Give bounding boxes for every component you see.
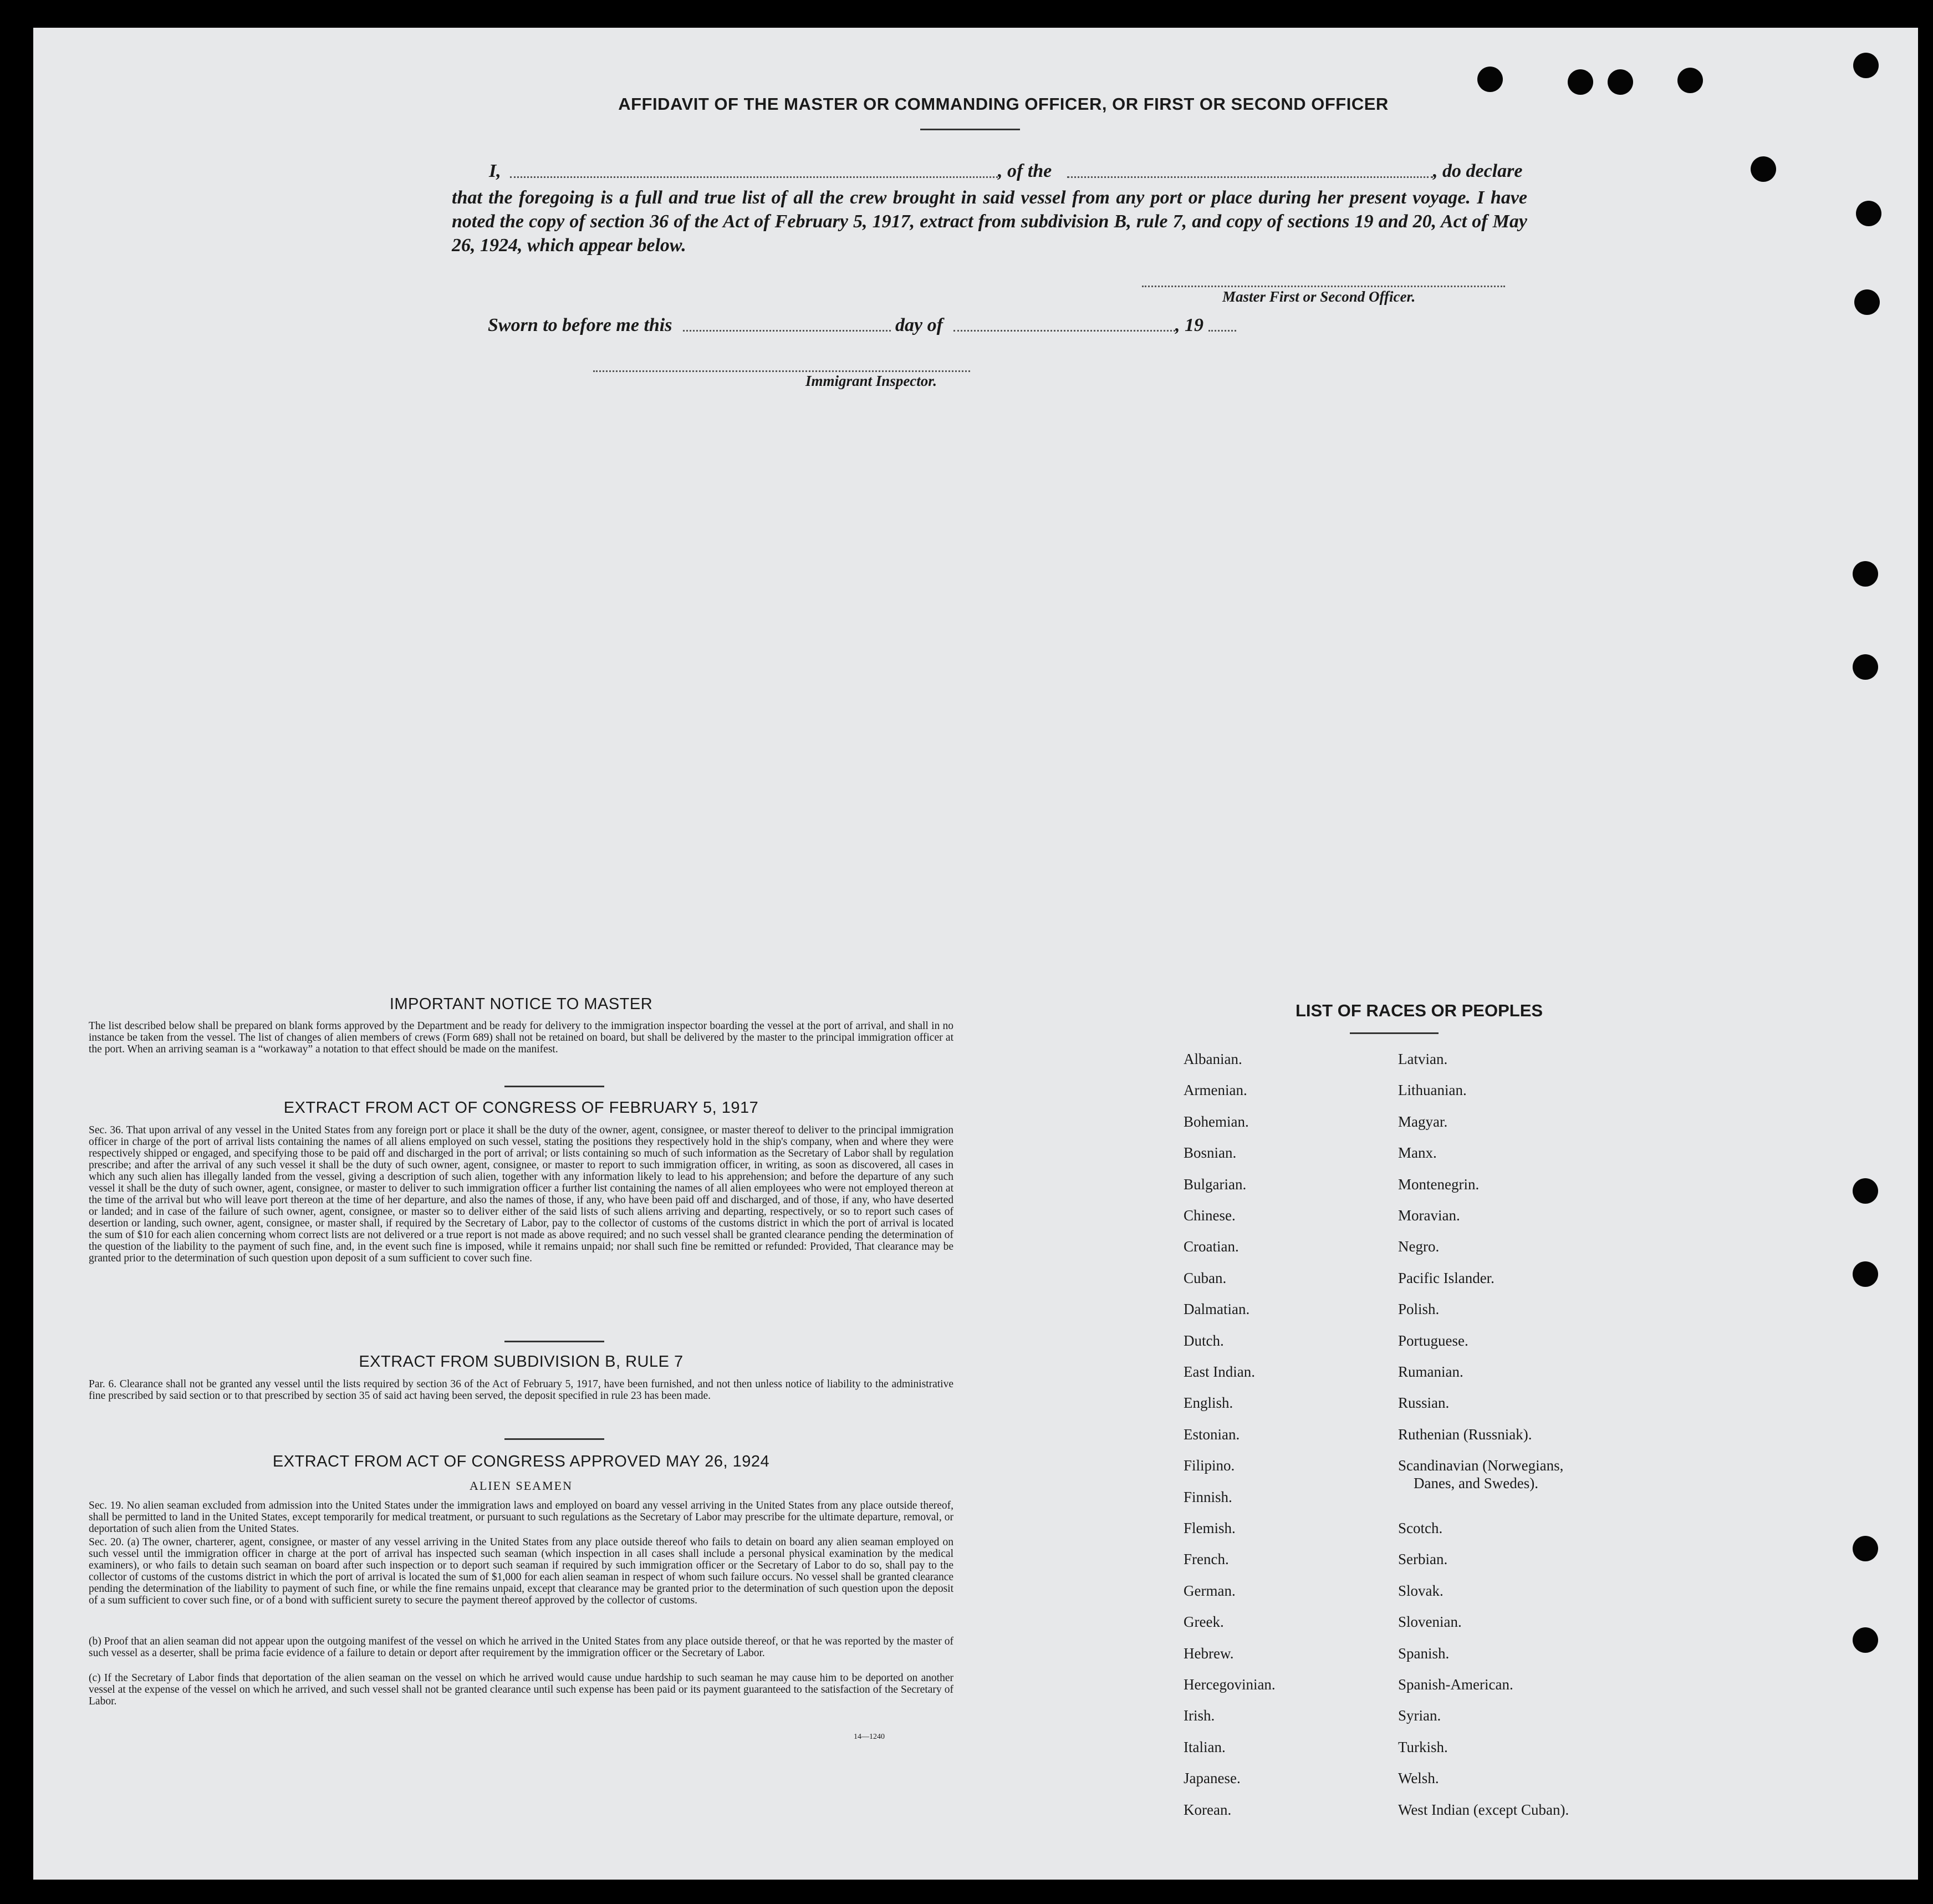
section-divider <box>504 1438 604 1440</box>
race-item: Latvian. <box>1398 1051 1448 1067</box>
race-item: Polish. <box>1398 1301 1440 1317</box>
punch-hole <box>1568 69 1593 95</box>
races-divider <box>1350 1032 1439 1034</box>
race-item: Estonian. <box>1184 1426 1240 1443</box>
race-item: Korean. <box>1184 1801 1232 1818</box>
extract-1924-subtitle: ALIEN SEAMEN <box>470 1479 573 1493</box>
race-item: Negro. <box>1398 1238 1440 1255</box>
race-item: Croatian. <box>1184 1238 1239 1255</box>
punch-hole <box>1854 289 1880 315</box>
race-item: Hercegovinian. <box>1184 1676 1276 1693</box>
race-item: Bosnian. <box>1184 1144 1237 1161</box>
race-item: Magyar. <box>1398 1113 1448 1130</box>
name-blank[interactable] <box>510 176 998 178</box>
notice-title: IMPORTANT NOTICE TO MASTER <box>389 995 653 1013</box>
punch-hole <box>1853 654 1878 680</box>
race-item: Danes, and Swedes). <box>1414 1475 1538 1491</box>
race-item: Hebrew. <box>1184 1645 1234 1662</box>
race-item: Moravian. <box>1398 1207 1460 1224</box>
race-item: Scandinavian (Norwegians, <box>1398 1457 1564 1474</box>
affidavit-paragraph: that the foregoing is a full and true list of all the crew brought in said vessel from any port or place during her present voyage. I have noted the copy of section 36 of the Act of February 5, 1917, extract from subdivision B, rule 7, and copy of sections 19 and 20, Act of May 26, 1924, which appear below. <box>452 187 1527 256</box>
extract-rule7-body: Par. 6. Clearance shall not be granted any vessel until the lists required by section 36 of the Act of February 5, 1917, have been furnished, and not then unless notice of liability to the administrative fine prescribed by said section or to that prescribed by section 35 of said act having been served, the deposit specified in rule 23 has been made. <box>89 1378 953 1402</box>
races-title: LIST OF RACES OR PEOPLES <box>1295 1001 1543 1020</box>
affidavit-line-i: I, <box>489 161 501 181</box>
sworn-year-blank[interactable] <box>1208 330 1236 332</box>
inspector-signature-blank[interactable] <box>593 370 970 372</box>
sworn-day-blank[interactable] <box>683 330 891 332</box>
race-item: Portuguese. <box>1398 1332 1468 1349</box>
race-item: Montenegrin. <box>1398 1176 1480 1193</box>
race-item: Rumanian. <box>1398 1363 1463 1380</box>
race-item: Pacific Islander. <box>1398 1270 1495 1286</box>
form-number: 14—1240 <box>854 1733 885 1741</box>
race-item: Finnish. <box>1184 1489 1232 1505</box>
race-item: Albanian. <box>1184 1051 1242 1067</box>
race-item: Dalmatian. <box>1184 1301 1250 1317</box>
extract-1924-sec20b: (b) Proof that an alien seaman did not appear upon the outgoing manifest of the vessel on which he arrived in the United States from any place outside thereof, or that he was reported by the master of such vessel as a deserter, shall be prima facie evidence of a failure to detain or deport after requirement by the immigration officer or the Secretary of Labor. <box>89 1636 953 1659</box>
punch-hole <box>1853 1178 1878 1204</box>
race-item: West Indian (except Cuban). <box>1398 1801 1569 1818</box>
document-page <box>33 28 1918 1880</box>
race-item: Serbian. <box>1398 1551 1448 1567</box>
race-item: Italian. <box>1184 1739 1226 1755</box>
race-item: Chinese. <box>1184 1207 1236 1224</box>
punch-hole <box>1477 67 1503 92</box>
extract-rule7-title: EXTRACT FROM SUBDIVISION B, RULE 7 <box>359 1353 684 1371</box>
race-item: Flemish. <box>1184 1520 1236 1536</box>
race-item: Spanish-American. <box>1398 1676 1513 1693</box>
race-item: Ruthenian (Russniak). <box>1398 1426 1532 1443</box>
race-item: Slovenian. <box>1398 1613 1462 1630</box>
title-divider <box>920 129 1020 130</box>
punch-hole <box>1751 156 1776 182</box>
race-item: Armenian. <box>1184 1082 1247 1098</box>
race-item: German. <box>1184 1582 1236 1599</box>
race-item: Lithuanian. <box>1398 1082 1467 1098</box>
race-item: Syrian. <box>1398 1707 1441 1724</box>
race-item: Turkish. <box>1398 1739 1448 1755</box>
punch-hole <box>1853 1627 1878 1653</box>
race-item: English. <box>1184 1394 1233 1411</box>
race-item: Scotch. <box>1398 1520 1443 1536</box>
race-item: Slovak. <box>1398 1582 1444 1599</box>
sworn-year: , 19 <box>1175 315 1203 335</box>
race-item: Japanese. <box>1184 1770 1241 1786</box>
affidavit-line-of-the: , of the <box>998 161 1052 181</box>
punch-hole <box>1853 1261 1878 1287</box>
race-item: Manx. <box>1398 1144 1437 1161</box>
race-item: East Indian. <box>1184 1363 1255 1380</box>
punch-hole <box>1608 69 1633 95</box>
punch-hole <box>1853 53 1879 78</box>
race-item: Filipino. <box>1184 1457 1235 1474</box>
punch-hole <box>1677 68 1703 93</box>
extract-1917-title: EXTRACT FROM ACT OF CONGRESS OF FEBRUARY 5, 1917 <box>283 1099 759 1117</box>
vessel-blank[interactable] <box>1067 176 1433 178</box>
sworn-prefix: Sworn to before me this <box>488 315 672 335</box>
race-item: Dutch. <box>1184 1332 1224 1349</box>
race-item: Greek. <box>1184 1613 1224 1630</box>
punch-hole <box>1853 1536 1878 1561</box>
race-item: Welsh. <box>1398 1770 1439 1786</box>
signature-label: Master First or Second Officer. <box>1222 288 1416 305</box>
extract-1924-sec20a: Sec. 20. (a) The owner, charterer, agent, consignee, or master of any vessel arriving in the United States from any place outside thereof who fails to detain on board any alien seaman employed on such vessel until the immigration officer in charge at the port of arrival has inspected such seaman (which inspection in all cases shall include a personal physical examination by the medical examiners), or who fails to detain such seaman on board after such inspection or to deport such seaman if required by such immigration officer or the Secretary of Labor to do so, shall pay to the collector of customs of the customs district in which the port of arrival is located the sum of $1,000 for each alien seaman in respect of whom such failure occurs. No vessel shall be granted clearance pending the determination of the liability to payment of such fine, or while the fine remains unpaid, except that clearance may be granted prior to the determination of such question upon the deposit of a sum sufficient to cover such fine, or of a bond with sufficient surety to secure the payment thereof approved by the collector of customs. <box>89 1536 953 1606</box>
punch-hole <box>1856 201 1881 226</box>
section-divider <box>504 1341 604 1342</box>
affidavit-line-do-declare: , do declare <box>1433 161 1523 181</box>
race-item: Spanish. <box>1398 1645 1450 1662</box>
affidavit-title: AFFIDAVIT OF THE MASTER OR COMMANDING OFFICER, OR FIRST OR SECOND OFFICER <box>618 94 1389 114</box>
punch-hole <box>1853 561 1878 587</box>
inspector-label: Immigrant Inspector. <box>805 373 937 389</box>
sworn-day-of: day of <box>895 315 943 335</box>
race-item: Irish. <box>1184 1707 1215 1724</box>
notice-body: The list described below shall be prepared on blank forms approved by the Department and be ready for delivery to the immigration inspector boarding the vessel at the port of arrival, and shall in no instance be taken from the vessel. The list of changes of alien members of crews (Form 689) shall not be retained on board, but shall be delivered by the master to the principal immigration officer at the port. When an arriving seaman is a “workaway” a notation to that effect should be made on the manifest. <box>89 1020 953 1055</box>
race-item: Bohemian. <box>1184 1113 1249 1130</box>
race-item: French. <box>1184 1551 1229 1567</box>
sworn-month-blank[interactable] <box>953 330 1175 332</box>
extract-1924-title: EXTRACT FROM ACT OF CONGRESS APPROVED MAY 26, 1924 <box>272 1453 770 1470</box>
signature-blank[interactable] <box>1142 286 1505 287</box>
extract-1924-sec20c: (c) If the Secretary of Labor finds that deportation of the alien seaman on the vessel on which he arrived would cause undue hardship to such seaman he may cause him to be deported on another vessel at the expense of the vessel on which he arrived, and such vessel shall not be granted clearance until such expense has been paid or its payment guaranteed to the satisfaction of the Secretary of Labor. <box>89 1672 953 1707</box>
race-item: Bulgarian. <box>1184 1176 1247 1193</box>
race-item: Russian. <box>1398 1394 1450 1411</box>
race-item: Cuban. <box>1184 1270 1227 1286</box>
extract-1924-sec19: Sec. 19. No alien seaman excluded from admission into the United States under the immigration laws and employed on board any vessel arriving in the United States from any place outside thereof, shall be permitted to land in the United States, except temporarily for medical treatment, or pursuant to such regulations as the Secretary of Labor may prescribe for the ultimate departure, removal, or deportation of such alien from the United States. <box>89 1500 953 1535</box>
section-divider <box>504 1086 604 1087</box>
extract-1917-body: Sec. 36. That upon arrival of any vessel in the United States from any foreign port or place it shall be the duty of the owner, agent, consignee, or master thereof to deliver to the principal immigration officer in charge of the port of arrival lists containing the names of all aliens employed on such vessel, stating the positions they respectively hold in the ship's company, when and where they were respectively shipped or engaged, and specifying those to be paid off and discharged in the port of arrival; or lists containing so much of such information as the Secretary of Labor shall by regulation prescribe; and after the arrival of any such vessel it shall be the duty of such owner, agent, consignee, or master to report to such immigration officer, in writing, as soon as discovered, all cases in which any such alien has illegally landed from the vessel, giving a description of such alien, together with any information likely to lead to his apprehension; and before the departure of any such vessel it shall be the duty of such owner, agent, consignee, or master to deliver to such immigration officer a further list containing the names of all alien employees who were not employed thereon at the time of the arrival but who will leave port thereon at the time of her departure, and also the names of those, if any, who have been paid off and discharged, and of those, if any, who have deserted or landed; and in case of the failure of such owner, agent, consignee, or master so to deliver either of the said lists of such aliens arriving and departing, respectively, or so to report such cases of desertion or landing, such owner, agent, consignee, or master shall, if required by the Secretary of Labor, pay to the collector of customs of the customs district in which the port of arrival is located the sum of $10 for each alien concerning whom correct lists are not delivered or a true report is not made as above required; and no such vessel shall be granted clearance pending the determination of the question of the liability to the payment of such fine, and, in the event such fine is imposed, while it remains unpaid; nor shall such fine be remitted or refunded: Provided, That clearance may be granted prior to the determination of such question upon deposit of a sum sufficient to cover such fine. <box>89 1124 953 1264</box>
